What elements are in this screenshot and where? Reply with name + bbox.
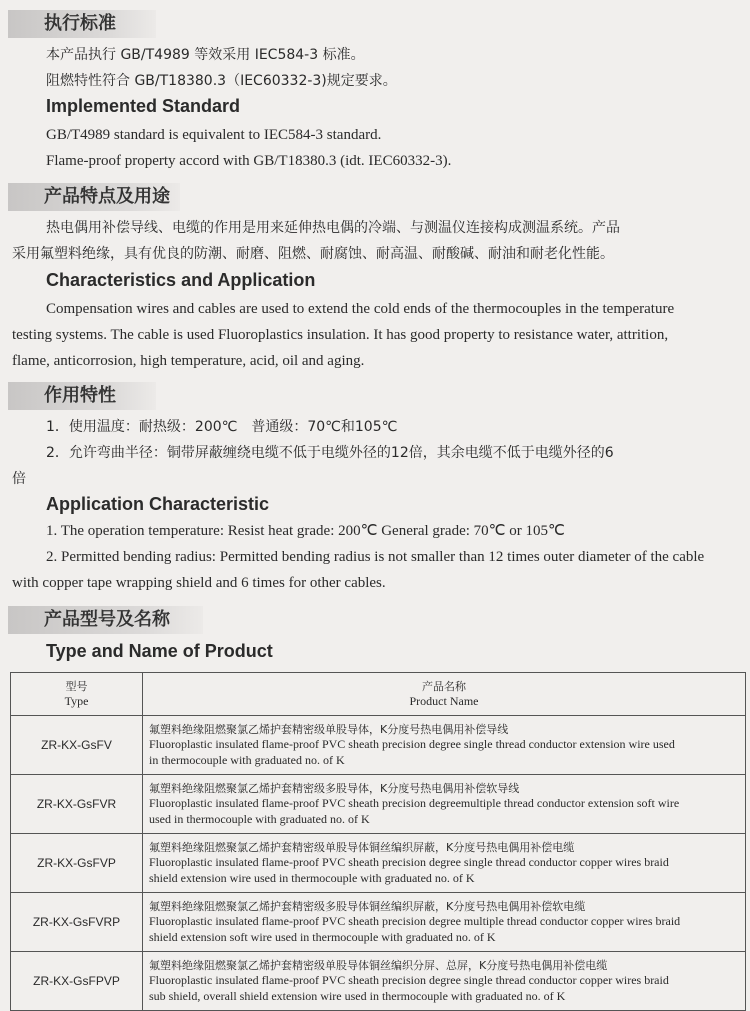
table-row: [11, 834, 746, 893]
type-cell: ZR-KX-GsFV: [11, 716, 143, 775]
text-line: testing systems. The cable is used Fluoroplastics insulation. It has good property to resistance water, attrition,: [12, 327, 669, 343]
text-line: Compensation wires and cables are used to extend the cold ends of the thermocouples in the temperature: [46, 301, 675, 317]
text-line: 1. The operation temperature: Resist heat grade: 200℃ General grade: 70℃ or 105℃: [46, 523, 565, 539]
application-zh-text: [12, 414, 742, 492]
name-en-line1: Fluoroplastic insulated flame-proof PVC sheath precision degree multiple thread conductor copper wires braid: [149, 914, 681, 929]
text-line: with copper tape wrapping shield and 6 times for other cables.: [12, 575, 386, 591]
name-cell: [143, 716, 746, 775]
text-line: 热电偶用补偿导线、电缆的作用是用来延伸热电偶的冷端、与测温仪连接构成测温系统。产品: [46, 220, 620, 236]
text-line: 本产品执行 GB/T4989 等效采用 IEC584-3 标准。: [46, 47, 365, 63]
table-row: [11, 893, 746, 952]
name-en-line1: Fluoroplastic insulated flame-proof PVC sheath precision degree single thread conductor extension wire used: [149, 737, 675, 752]
product-table: [10, 672, 746, 1011]
type-cell: ZR-KX-GsFVR: [11, 775, 143, 834]
section-heading-characteristics-zh: 产品特点及用途: [8, 183, 180, 211]
type-column-header: [11, 673, 143, 716]
text-line: 倍: [12, 471, 26, 487]
section-heading-product-en: Type and Name of Product: [46, 641, 273, 661]
name-zh: 氟塑料绝缘阻燃聚氯乙烯护套精密级单股导体，K分度号热电偶用补偿导线: [149, 722, 509, 736]
name-en-line2: sub shield, overall shield extension wire used in thermocouple with graduated no. of K: [149, 988, 566, 1003]
table-row: [11, 775, 746, 834]
section-heading-standard-en: Implemented Standard: [46, 96, 241, 116]
name-en-line1: Fluoroplastic insulated flame-proof PVC sheath precision degree single thread conductor copper wires braid: [149, 973, 669, 988]
text-line: 2. Permitted bending radius: Permitted bending radius is not smaller than 12 times outer diameter of the cable: [46, 549, 705, 565]
name-cell: [143, 893, 746, 952]
name-en-line1: Fluoroplastic insulated flame-proof PVC sheath precision degree single thread conductor copper wires braid: [149, 855, 669, 870]
application-en-text: [12, 518, 742, 596]
text-line: GB/T4989 standard is equivalent to IEC584-3 standard.: [46, 127, 382, 143]
name-cell: [143, 775, 746, 834]
type-cell: ZR-KX-GsFVRP: [11, 893, 143, 952]
name-zh: 氟塑料绝缘阻燃聚氯乙烯护套精密级单股导体铜丝编织分屏、总屏，K分度号热电偶用补偿电缆: [149, 958, 608, 972]
type-cell: ZR-KX-GsFPVP: [11, 952, 143, 1011]
type-header-en: Type: [64, 694, 89, 708]
name-header-en: Product Name: [409, 694, 479, 708]
section-heading-application-en: Application Characteristic: [46, 494, 270, 514]
text-line: Flame-proof property accord with GB/T18380.3 (idt. IEC60332-3).: [46, 153, 452, 169]
name-zh: 氟塑料绝缘阻燃聚氯乙烯护套精密级多股导体，K分度号热电偶用补偿软导线: [149, 781, 520, 795]
standard-en-text: [46, 122, 451, 174]
table-header-row: [11, 673, 746, 716]
name-zh: 氟塑料绝缘阻燃聚氯乙烯护套精密级单股导体铜丝编织屏蔽，K分度号热电偶用补偿电缆: [149, 840, 575, 854]
name-cell: [143, 952, 746, 1011]
text-line: 1．使用温度：耐热级：200℃ 普通级：70℃和105℃: [46, 419, 398, 435]
type-header-zh: 型号: [65, 680, 88, 693]
name-en-line2: shield extension wire used in thermocouple with graduated no. of K: [149, 870, 475, 885]
section-heading-product-zh: 产品型号及名称: [8, 606, 203, 634]
name-header-zh: 产品名称: [422, 680, 466, 693]
standard-zh-text: [46, 42, 397, 94]
name-en-line1: Fluoroplastic insulated flame-proof PVC sheath precision degreemultiple thread conductor extension soft wire: [149, 796, 680, 811]
name-en-line2: used in thermocouple with graduated no. of K: [149, 811, 370, 826]
text-line: 2．允许弯曲半径：铜带屏蔽缠绕电缆不低于电缆外径的12倍，其余电缆不低于电缆外径的6: [46, 445, 614, 461]
section-heading-application-zh: 作用特性: [8, 382, 156, 410]
table-row: [11, 952, 746, 1011]
section-heading-standard-zh: 执行标准: [8, 10, 156, 38]
section-heading-characteristics-en: Characteristics and Application: [46, 270, 316, 290]
name-cell: [143, 834, 746, 893]
text-line: flame, anticorrosion, high temperature, acid, oil and aging.: [12, 353, 365, 369]
name-column-header: [143, 673, 746, 716]
characteristics-en-text: [12, 296, 742, 374]
characteristics-zh-text: [12, 215, 742, 267]
type-cell: ZR-KX-GsFVP: [11, 834, 143, 893]
text-line: 阻燃特性符合 GB/T18380.3（IEC60332-3)规定要求。: [46, 73, 397, 89]
text-line: 采用氟塑料绝缘，具有优良的防潮、耐磨、阻燃、耐腐蚀、耐高温、耐酸碱、耐油和耐老化性能。: [12, 246, 614, 262]
name-zh: 氟塑料绝缘阻燃聚氯乙烯护套精密级多股导体铜丝编织屏蔽，K分度号热电偶用补偿软电缆: [149, 899, 586, 913]
name-en-line2: in thermocouple with graduated no. of K: [149, 752, 345, 767]
name-en-line2: shield extension soft wire used in thermocouple with graduated no. of K: [149, 929, 496, 944]
table-row: [11, 716, 746, 775]
